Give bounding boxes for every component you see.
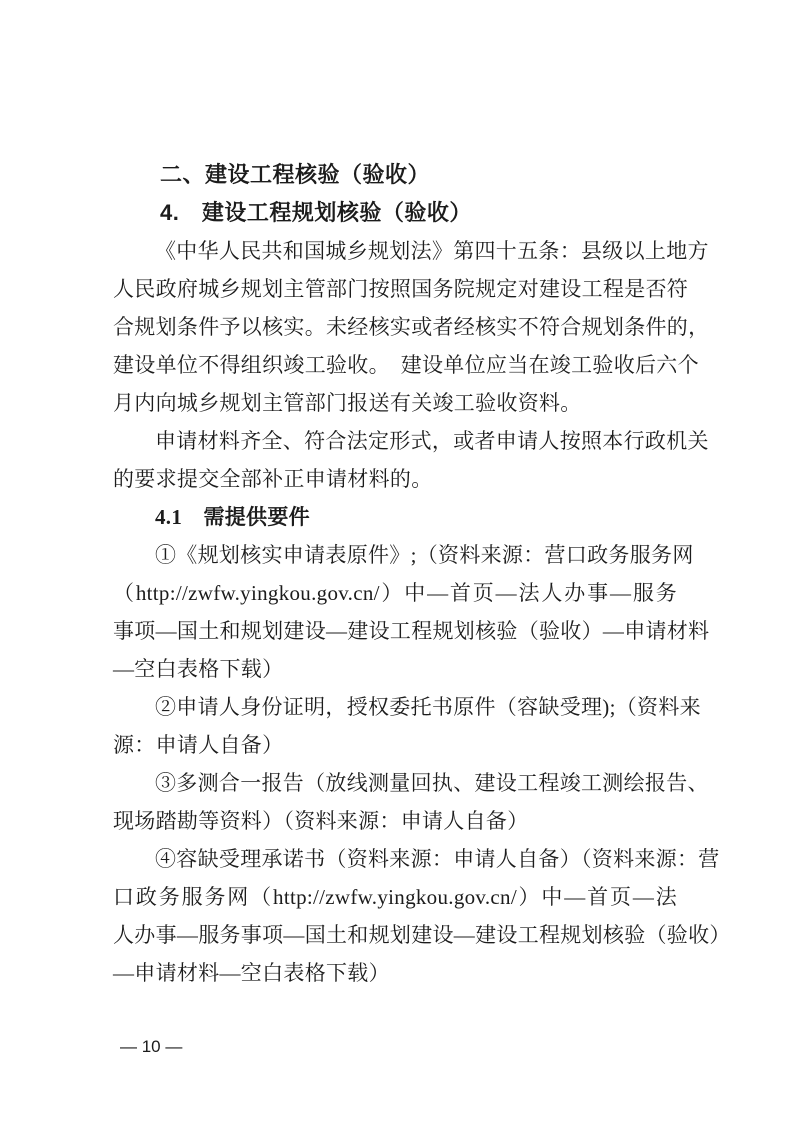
page-number: — 10 —: [120, 1037, 183, 1056]
sub-heading: 4.1 需提供要件: [155, 505, 310, 529]
item4-line: 口政务服务网（http://zwfw.yingkou.gov.cn/）中—首页—法: [113, 885, 677, 909]
item3-line: ③多测合一报告（放线测量回执、建设工程竣工测绘报告、: [155, 771, 709, 795]
item2-line: ②申请人身份证明，授权委托书原件（容缺受理);（资料来: [155, 695, 701, 719]
law-paragraph-line: 《中华人民共和国城乡规划法》第四十五条：县级以上地方: [155, 239, 709, 263]
item-heading: 4. 建设工程规划核验（验收）: [160, 200, 472, 225]
acceptance-paragraph-line: 申请材料齐全、符合法定形式，或者申请人按照本行政机关: [155, 429, 709, 453]
law-paragraph-line: 月内向城乡规划主管部门报送有关竣工验收资料。: [113, 391, 582, 415]
law-paragraph-line: 人民政府城乡规划主管部门按照国务院规定对建设工程是否符: [113, 277, 689, 301]
law-paragraph-line: 建设单位不得组织竣工验收。 建设单位应当在竣工验收后六个: [113, 353, 699, 377]
law-paragraph-line: 合规划条件予以核实。未经核实或者经核实不符合规划条件的，: [113, 315, 710, 339]
document-body: [113, 156, 731, 992]
item1-line: ①《规划核实申请表原件》;（资料来源：营口政务服务网: [155, 543, 694, 567]
item1-line: 事项—国土和规划建设—建设工程规划核验（验收）—申请材料: [113, 619, 710, 643]
item4-line: ④容缺受理承诺书（资料来源：申请人自备）（资料来源：营: [155, 847, 720, 871]
item3-line: 现场踏勘等资料）（资料来源：申请人自备）: [113, 809, 529, 833]
section-heading: 二、建设工程核验（验收）: [160, 162, 431, 187]
item2-line: 源：申请人自备）: [113, 733, 284, 757]
item1-line: —空白表格下载）: [113, 657, 284, 681]
item1-line: （http://zwfw.yingkou.gov.cn/）中—首页—法人办事—服务: [113, 581, 677, 605]
item4-line: —申请材料—空白表格下载）: [113, 961, 390, 985]
item4-line: 人办事—服务事项—国土和规划建设—建设工程规划核验（验收）: [113, 923, 731, 947]
acceptance-paragraph-line: 的要求提交全部补正申请材料的。: [113, 467, 433, 491]
